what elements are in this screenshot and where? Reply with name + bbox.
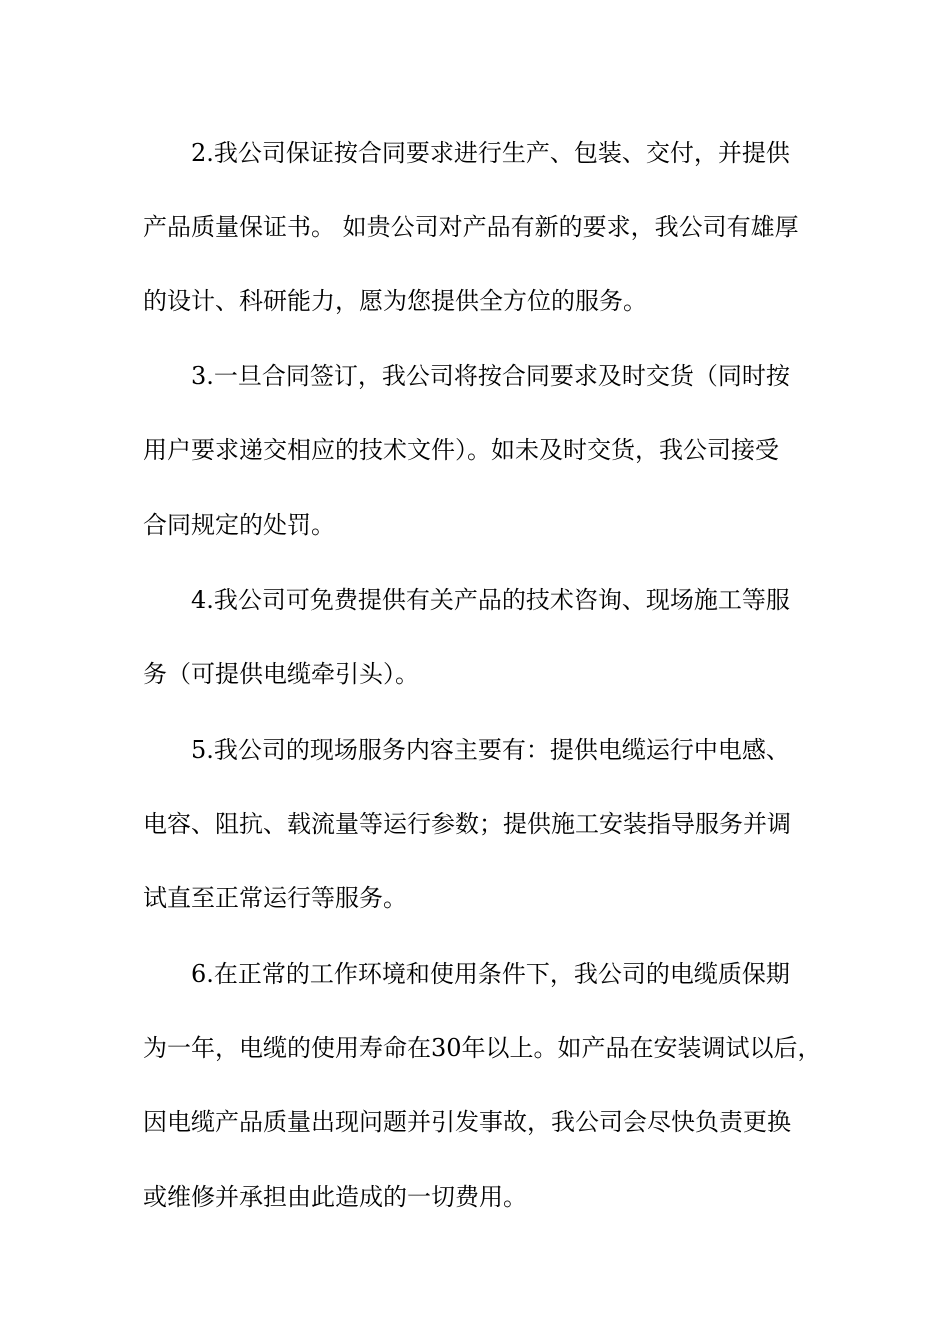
paragraph-3-line-1: 3.一旦合同签订，我公司将按合同要求及时交货（同时按 bbox=[191, 362, 790, 390]
paragraph-2-line-1: 2.我公司保证按合同要求进行生产、包装、交付，并提供 bbox=[191, 139, 790, 167]
paragraph-2-line-3: 的设计、科研能力，愿为您提供全方位的服务。 bbox=[143, 287, 647, 315]
paragraph-5-line-2: 电容、阻抗、载流量等运行参数；提供施工安装指导服务并调 bbox=[143, 810, 791, 838]
paragraph-3-line-2: 用户要求递交相应的技术文件）。如未及时交货，我公司接受 bbox=[143, 436, 779, 464]
paragraph-6-line-1: 6.在正常的工作环境和使用条件下，我公司的电缆质保期 bbox=[191, 960, 790, 988]
paragraph-2-line-2: 产品质量保证书。 如贵公司对产品有新的要求，我公司有雄厚 bbox=[143, 213, 799, 241]
paragraph-4-line-1: 4.我公司可免费提供有关产品的技术咨询、现场施工等服 bbox=[191, 586, 790, 614]
paragraph-5-line-3: 试直至正常运行等服务。 bbox=[143, 884, 407, 912]
paragraph-6-line-2: 为一年，电缆的使用寿命在30年以上。如产品在安装调试以后， bbox=[143, 1034, 822, 1062]
paragraph-4-line-2: 务（可提供电缆牵引头）。 bbox=[143, 660, 419, 688]
paragraph-6-line-4: 或维修并承担由此造成的一切费用。 bbox=[143, 1183, 527, 1211]
paragraph-5-line-1: 5.我公司的现场服务内容主要有：提供电缆运行中电感、 bbox=[191, 736, 790, 764]
paragraph-6-line-3: 因电缆产品质量出现问题并引发事故，我公司会尽快负责更换 bbox=[143, 1108, 791, 1136]
paragraph-3-line-3: 合同规定的处罚。 bbox=[143, 511, 335, 539]
